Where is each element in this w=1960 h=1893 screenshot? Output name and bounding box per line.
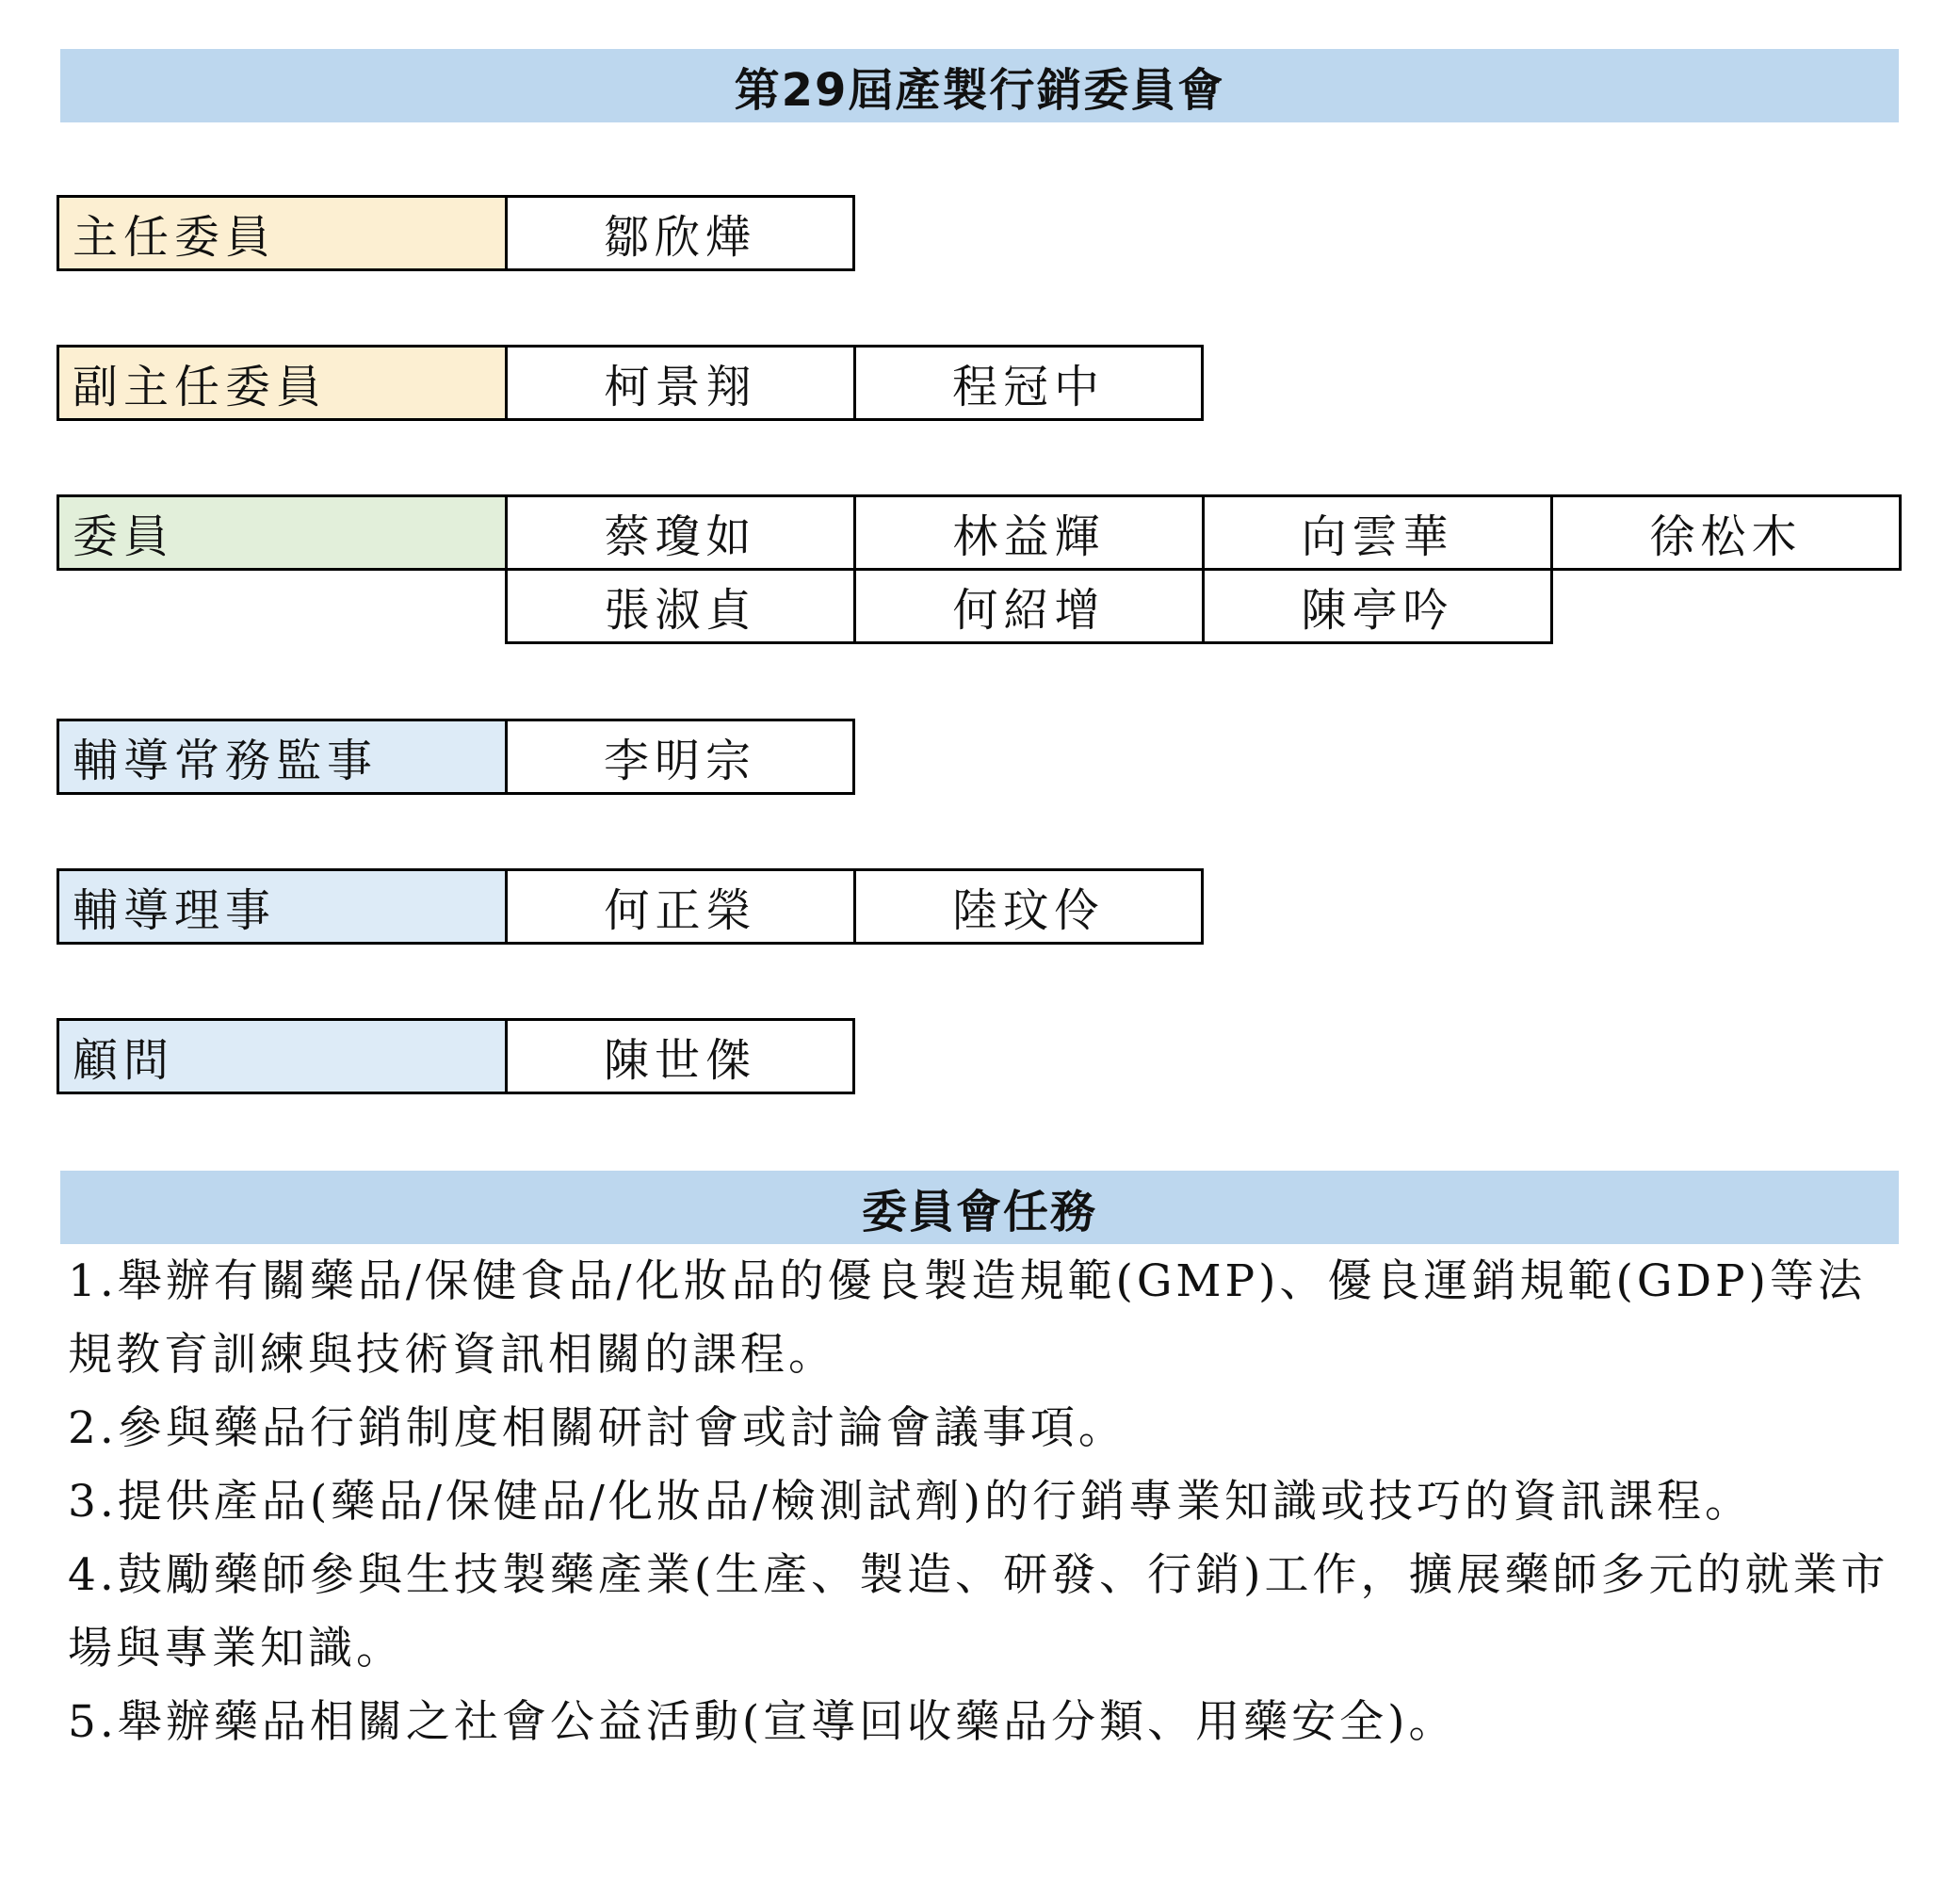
supervisor-name: 李明宗 xyxy=(505,719,855,795)
label-vice-chair: 副主任委員 xyxy=(57,345,508,421)
vice-chair-name: 柯景翔 xyxy=(505,345,856,421)
member-name: 張淑貞 xyxy=(505,568,856,644)
chair-name: 鄒欣燁 xyxy=(505,195,855,271)
member-name: 林益輝 xyxy=(853,494,1205,571)
task-item: 3.提供產品(藥品/保健品/化妝品/檢測試劑)的行銷專業知識或技巧的資訊課程。 xyxy=(68,1476,1754,1528)
member-name: 陳亭吟 xyxy=(1202,568,1553,644)
task-item: 2.參與藥品行銷制度相關研討會或討論會議事項。 xyxy=(68,1402,1126,1454)
member-name: 何紹增 xyxy=(853,568,1205,644)
task-item: 4.鼓勵藥師參與生技製藥產業(生產、製造、研發、行銷)工作，擴展藥師多元的就業市場與專業知識。 xyxy=(68,1549,1889,1675)
task-item: 1.舉辦有關藥品/保健食品/化妝品的優良製造規範(GMP)、優良運銷規範(GDP)等法規教育訓練與技術資訊相關的課程。 xyxy=(68,1255,1867,1381)
label-director: 輔導理事 xyxy=(57,868,508,945)
task-item: 5.舉辦藥品相關之社會公益活動(宣導回收藥品分類、用藥安全)。 xyxy=(68,1696,1457,1748)
director-name: 何正榮 xyxy=(505,868,856,945)
tasks-title: 委員會任務 xyxy=(60,1171,1899,1244)
label-supervisor: 輔導常務監事 xyxy=(57,719,508,795)
page-title: 第29屆產製行銷委員會 xyxy=(60,49,1899,122)
member-name: 向雲華 xyxy=(1202,494,1553,571)
member-name: 徐松木 xyxy=(1550,494,1902,571)
advisor-name: 陳世傑 xyxy=(505,1018,855,1094)
vice-chair-name: 程冠中 xyxy=(853,345,1204,421)
director-name: 陸玟伶 xyxy=(853,868,1204,945)
member-name: 蔡瓊如 xyxy=(505,494,856,571)
label-members: 委員 xyxy=(57,494,508,571)
label-advisor: 顧問 xyxy=(57,1018,508,1094)
task-list xyxy=(68,1245,1904,1759)
label-chair: 主任委員 xyxy=(57,195,508,271)
